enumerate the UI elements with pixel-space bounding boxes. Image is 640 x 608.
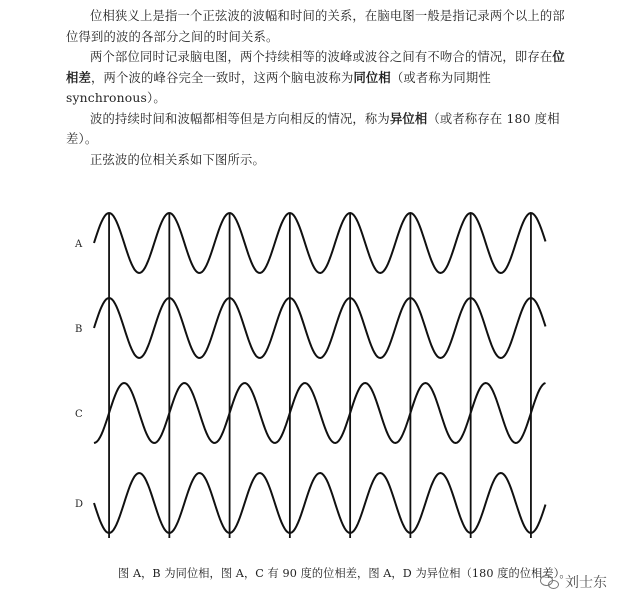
wave-d: [94, 473, 546, 533]
watermark: [540, 572, 607, 592]
paragraph-3-text-a: 波的持续时间和波幅都相等但是方向相反的情况，称为: [90, 111, 390, 126]
wave-labels: [74, 239, 83, 510]
figure-caption: 图 A，B 为同位相，图 A，C 有 90 度的位相差，图 A，D 为异位相（180 度的位相差）。: [118, 567, 571, 580]
time-gridlines: [109, 214, 531, 538]
wechat-icon: [540, 574, 560, 590]
wave-b: [94, 298, 546, 358]
paragraph-2-text-b: ，两个波的峰谷完全一致时，这两个脑电波称为: [91, 70, 354, 85]
wave-a: [94, 213, 546, 273]
paragraph-2-text-c: （或者称为同期性 synchronous）。: [66, 70, 491, 105]
paragraph-1-text: 位相狭义上是指一个正弦波的波幅和时间的关系，在脑电图一般是指记录两个以上的部位得到的波的各部分之间的时间关系。: [66, 9, 565, 44]
watermark-text: 刘士东: [565, 575, 607, 591]
wave-label-c: C: [75, 409, 83, 420]
wave-c: [94, 383, 546, 443]
term-antiphase: 异位相: [389, 111, 428, 126]
sine-waves: [94, 213, 546, 533]
paragraph-2-text-a: 两个部位同时记录脑电图，两个持续相等的波峰或波谷之间有不吻合的情况，即存在: [90, 50, 553, 64]
wave-label-d: D: [75, 499, 84, 510]
paragraph-4-text: 正弦波的位相关系如下图所示。: [90, 152, 265, 167]
wave-label-b: B: [75, 324, 83, 335]
term-in-phase: 同位相: [353, 70, 391, 85]
wave-label-a: A: [75, 239, 83, 250]
term-phase-difference: 位相差: [66, 50, 565, 85]
paragraph-3-text-b: （或者称存在 180 度相差）。: [66, 111, 560, 146]
